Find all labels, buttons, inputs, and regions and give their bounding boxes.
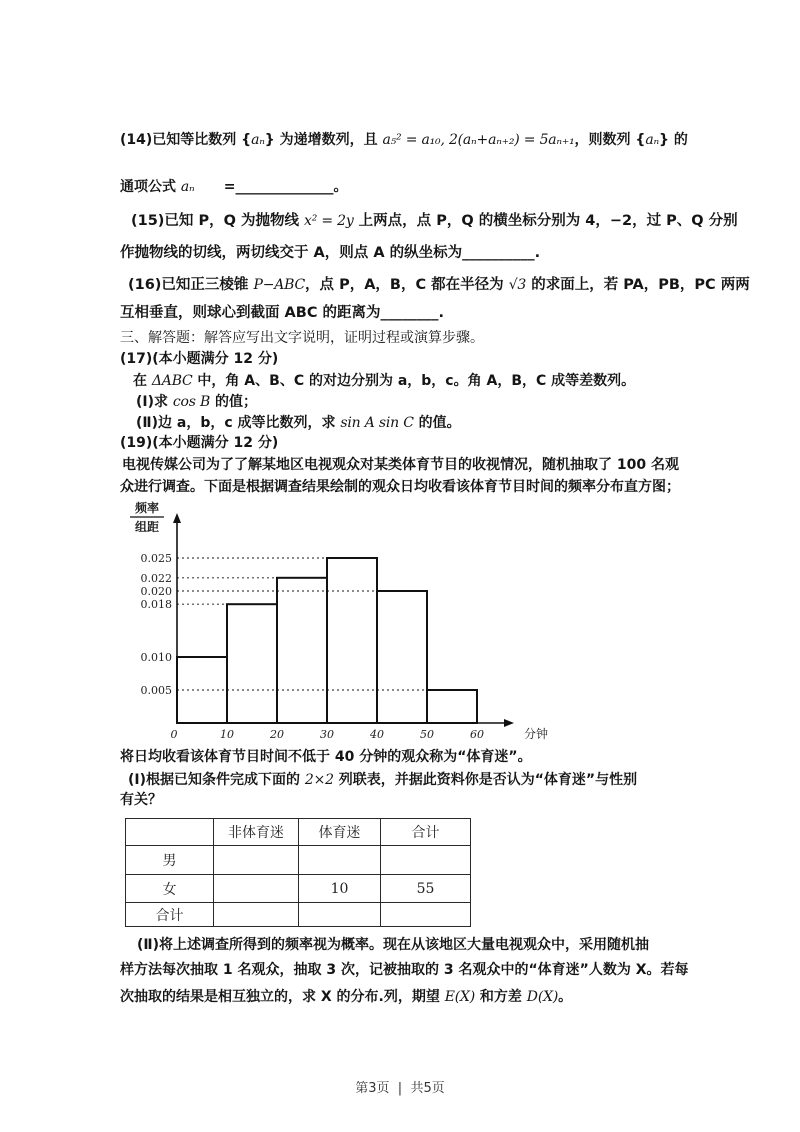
table-cell xyxy=(214,846,299,875)
q19-text: 。 xyxy=(558,989,573,1005)
radius-value: √3 xyxy=(508,277,527,293)
q17-formula: cos B xyxy=(172,394,211,410)
q19-part-1-line-1 xyxy=(128,772,637,788)
table-row-label: 女 xyxy=(126,875,214,903)
q17-stem xyxy=(133,373,635,389)
q17-heading: (17)(本小题满分 12 分) xyxy=(120,351,279,367)
x-axis-arrow xyxy=(504,719,514,727)
pyramid-symbol: P−ABC xyxy=(253,277,306,293)
q17-text: (Ⅱ)边 a，b，c 成等比数列，求 xyxy=(136,415,341,431)
q14-line-1 xyxy=(120,132,688,148)
table-row xyxy=(126,875,471,903)
q17-part-2 xyxy=(136,415,461,431)
q17-text: 中，角 A、B、C 的对边分别为 a，b，c。角 A，B，C 成等差数列。 xyxy=(192,373,636,389)
x-tick-label: 50 xyxy=(420,728,434,741)
x-tick-label: 0 xyxy=(170,728,178,741)
q16-text: ，点 P，A，B，C 都在半径为 xyxy=(305,277,509,293)
q19-text: 列联表，并据此资料你是否认为“体育迷”与性别 xyxy=(333,772,638,788)
table-cell xyxy=(214,875,299,903)
contingency-table xyxy=(125,818,471,927)
table-header-cell xyxy=(126,819,214,846)
q14-answer-blank: =______________。 xyxy=(194,179,348,195)
q19-text: 次抽取的结果是相互独立的，求 X 的分布.列，期望 xyxy=(120,989,445,1005)
y-tick-label: 0.025 xyxy=(140,552,172,565)
q17-text: (Ⅰ)求 xyxy=(136,394,173,410)
y-axis-label-numerator: 频率 xyxy=(134,501,160,515)
table-row xyxy=(126,903,471,927)
q19-text: (Ⅰ)根据已知条件完成下面的 xyxy=(128,772,305,788)
frequency-histogram xyxy=(120,495,560,750)
q17-formula: sin A sin C xyxy=(340,415,414,431)
q14-line-2 xyxy=(120,179,347,195)
x-tick-label: 10 xyxy=(220,728,234,741)
x-axis-label: 分钟 xyxy=(524,727,549,741)
table-row-label: 合计 xyxy=(126,903,214,927)
q17-text: 的值。 xyxy=(413,415,461,431)
q15-text: 上两点，点 P，Q 的横坐标分别为 4，−2，过 P、Q 分别 xyxy=(353,213,738,229)
q16-line-1 xyxy=(128,277,750,293)
sequence-symbol: aₙ xyxy=(251,132,265,148)
histogram-bar xyxy=(427,690,477,723)
q19-part-2-line-3 xyxy=(120,989,572,1005)
sequence-symbol: aₙ xyxy=(645,132,659,148)
x-tick-label: 20 xyxy=(270,728,284,741)
q16-text: 的求面上，若 PA，PB，PC 两两 xyxy=(526,277,750,293)
q17-part-1 xyxy=(136,394,257,410)
section-heading: 三、解答题：解答应写出文字说明，证明过程或演算步骤。 xyxy=(120,330,484,346)
variance-symbol: D(X) xyxy=(526,989,559,1005)
histogram-bar xyxy=(227,604,277,723)
q19-text: 和方差 xyxy=(475,989,527,1005)
q14-text: } 为递增数列，且 xyxy=(264,132,383,148)
expectation-symbol: E(X) xyxy=(444,989,476,1005)
page-number: 第3页 | 共5页 xyxy=(355,1081,445,1096)
table-header-cell: 非体育迷 xyxy=(214,819,299,846)
table-cell xyxy=(214,903,299,927)
table-cell: 10 xyxy=(299,875,381,903)
q14-text: ，则数列 { xyxy=(574,132,646,148)
q17-text: 在 xyxy=(133,373,152,389)
table-row-label: 男 xyxy=(126,846,214,875)
q14-text: } 的 xyxy=(658,132,688,148)
q17-text: 的值； xyxy=(210,394,257,410)
y-axis-arrow xyxy=(173,513,181,523)
q19-part-2-line-1: (Ⅱ)将上述调查所得到的频率视为概率。现在从该地区大量电视观众中，采用随机抽 xyxy=(137,937,650,953)
q15-text: (15)已知 P，Q 为抛物线 xyxy=(131,213,305,229)
q16-line-2 xyxy=(120,305,444,321)
table-cell xyxy=(299,903,381,927)
y-tick-label: 0.018 xyxy=(140,598,172,612)
q19-heading: (19)(本小题满分 12 分) xyxy=(120,435,279,451)
table-header-row xyxy=(126,819,471,846)
histogram-bar xyxy=(327,558,377,723)
table-cell xyxy=(381,903,471,927)
table-size: 2×2 xyxy=(304,772,334,788)
y-tick-label: 0.010 xyxy=(140,651,172,664)
y-tick-label: 0.022 xyxy=(140,571,172,585)
q19-intro-line-1: 电视传媒公司为了了解某地区电视观众对某类体育节目的收视情况，随机抽取了 100 名观 xyxy=(122,457,679,473)
q14-text: 通项公式 xyxy=(120,179,181,195)
table-header-cell: 合计 xyxy=(381,819,471,846)
table-row xyxy=(126,846,471,875)
triangle-symbol: ΔABC xyxy=(151,373,193,389)
table-cell xyxy=(381,846,471,875)
q15-text: 作抛物线的切线，两切线交于 A，则点 A 的纵坐标为__________. xyxy=(120,245,541,261)
q16-text: 互相垂直，则球心到截面 ABC 的距离为________. xyxy=(120,305,445,321)
table-cell xyxy=(299,846,381,875)
x-tick-label: 30 xyxy=(320,728,334,741)
q15-line-1 xyxy=(131,213,738,229)
histogram-bar xyxy=(377,591,427,723)
y-tick-label: 0.020 xyxy=(140,585,172,598)
x-tick-label: 60 xyxy=(470,728,484,741)
table-header-cell: 体育迷 xyxy=(299,819,381,846)
histogram-bar xyxy=(277,578,327,723)
q19-part-2-line-2: 样方法每次抽取 1 名观众，抽取 3 次，记被抽取的 3 名观众中的“体育迷”人数为 X。若每 xyxy=(120,962,689,978)
q19-part-1-line-2: 有关？ xyxy=(120,792,162,808)
q19-intro-line-2: 众进行调查。下面是根据调查结果绘制的观众日均收看该体育节目时间的频率分布直方图； xyxy=(120,479,680,495)
q19-definition: 将日均收看该体育节目时间不低于 40 分钟的观众称为“体育迷”。 xyxy=(120,749,532,765)
q15-line-2 xyxy=(120,245,540,261)
parabola-formula: x² = 2y xyxy=(304,213,354,229)
q14-text: (14)已知等比数列 { xyxy=(120,132,252,148)
y-axis-label-denominator: 组距 xyxy=(134,520,160,534)
sequence-symbol: aₙ xyxy=(180,179,195,195)
q14-formula: a₅² = a₁₀, 2(aₙ+aₙ₊₂) = 5aₙ₊₁ xyxy=(382,132,575,148)
x-tick-label: 40 xyxy=(370,728,384,741)
q16-text: (16)已知正三棱锥 xyxy=(128,277,254,293)
table-cell: 55 xyxy=(381,875,471,903)
y-tick-label: 0.005 xyxy=(140,684,172,697)
